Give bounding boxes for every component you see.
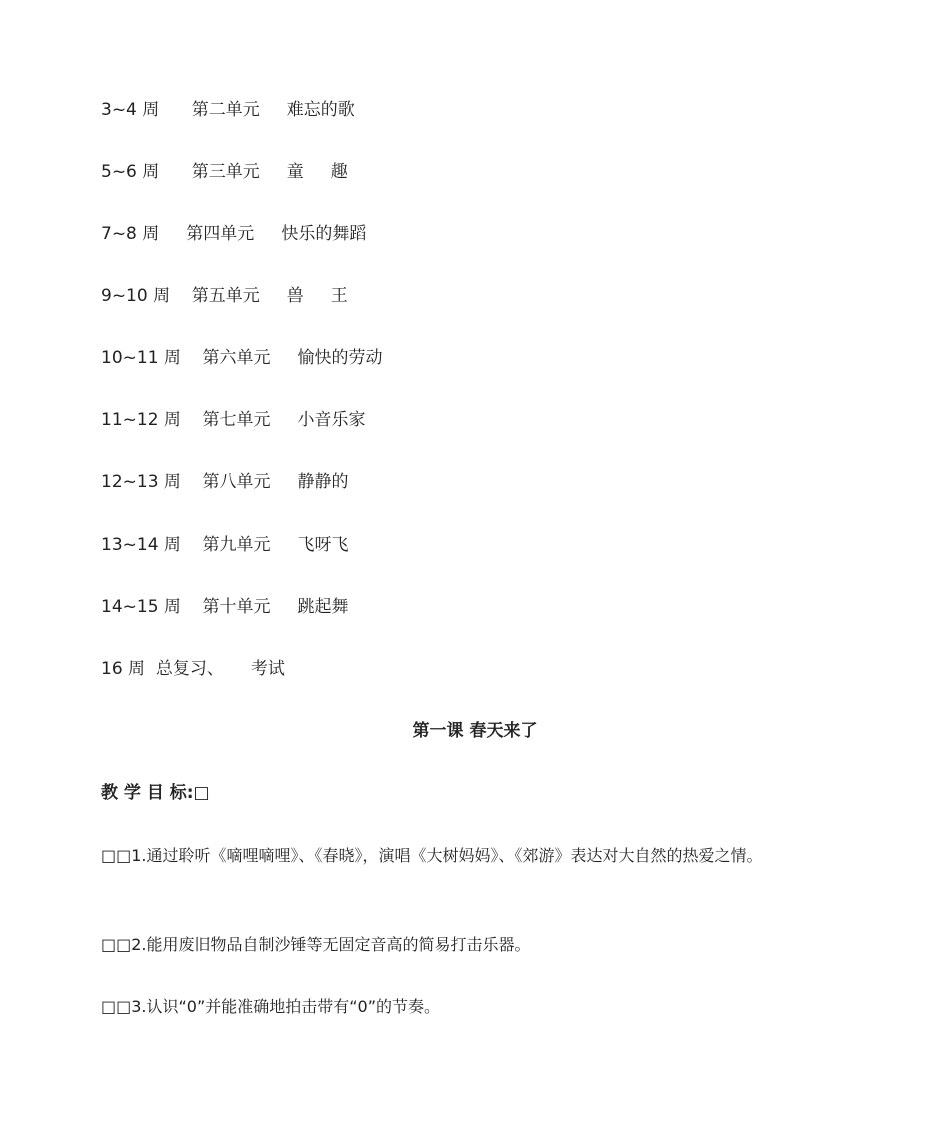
schedule-row-week-16: 16 周 总复习、 考试 — [101, 659, 285, 679]
schedule-row-weeks-9-10: 9~10 周 第五单元 兽 王 — [101, 286, 348, 306]
schedule-row-weeks-7-8: 7~8 周 第四单元 快乐的舞蹈 — [101, 224, 367, 244]
schedule-row-weeks-10-11: 10~11 周 第六单元 愉快的劳动 — [101, 348, 383, 368]
schedule-row-weeks-5-6: 5~6 周 第三单元 童 趣 — [101, 162, 348, 182]
schedule-row-weeks-11-12: 11~12 周 第七单元 小音乐家 — [101, 410, 366, 430]
schedule-row-weeks-13-14: 13~14 周 第九单元 飞呀飞 — [101, 535, 349, 555]
lesson-title: 第一课 春天来了 — [412, 721, 538, 741]
schedule-row-weeks-14-15: 14~15 周 第十单元 跳起舞 — [101, 597, 349, 617]
objectives-heading: 教 学 目 标:□ — [101, 783, 210, 803]
objective-item-2: □□2.能用废旧物品自制沙锤等无固定音高的简易打击乐器。 — [101, 935, 531, 954]
schedule-row-weeks-12-13: 12~13 周 第八单元 静静的 — [101, 472, 349, 492]
schedule-row-weeks-3-4: 3~4 周 第二单元 难忘的歌 — [101, 100, 355, 120]
objective-item-1: □□1.通过聆听《嘀哩嘀哩》、《春晓》，演唱《大树妈妈》、《郊游》表达对大自然的热爱之情。 — [101, 846, 763, 865]
objective-item-3: □□3.认识“0”并能准确地拍击带有“0”的节奏。 — [101, 997, 441, 1016]
